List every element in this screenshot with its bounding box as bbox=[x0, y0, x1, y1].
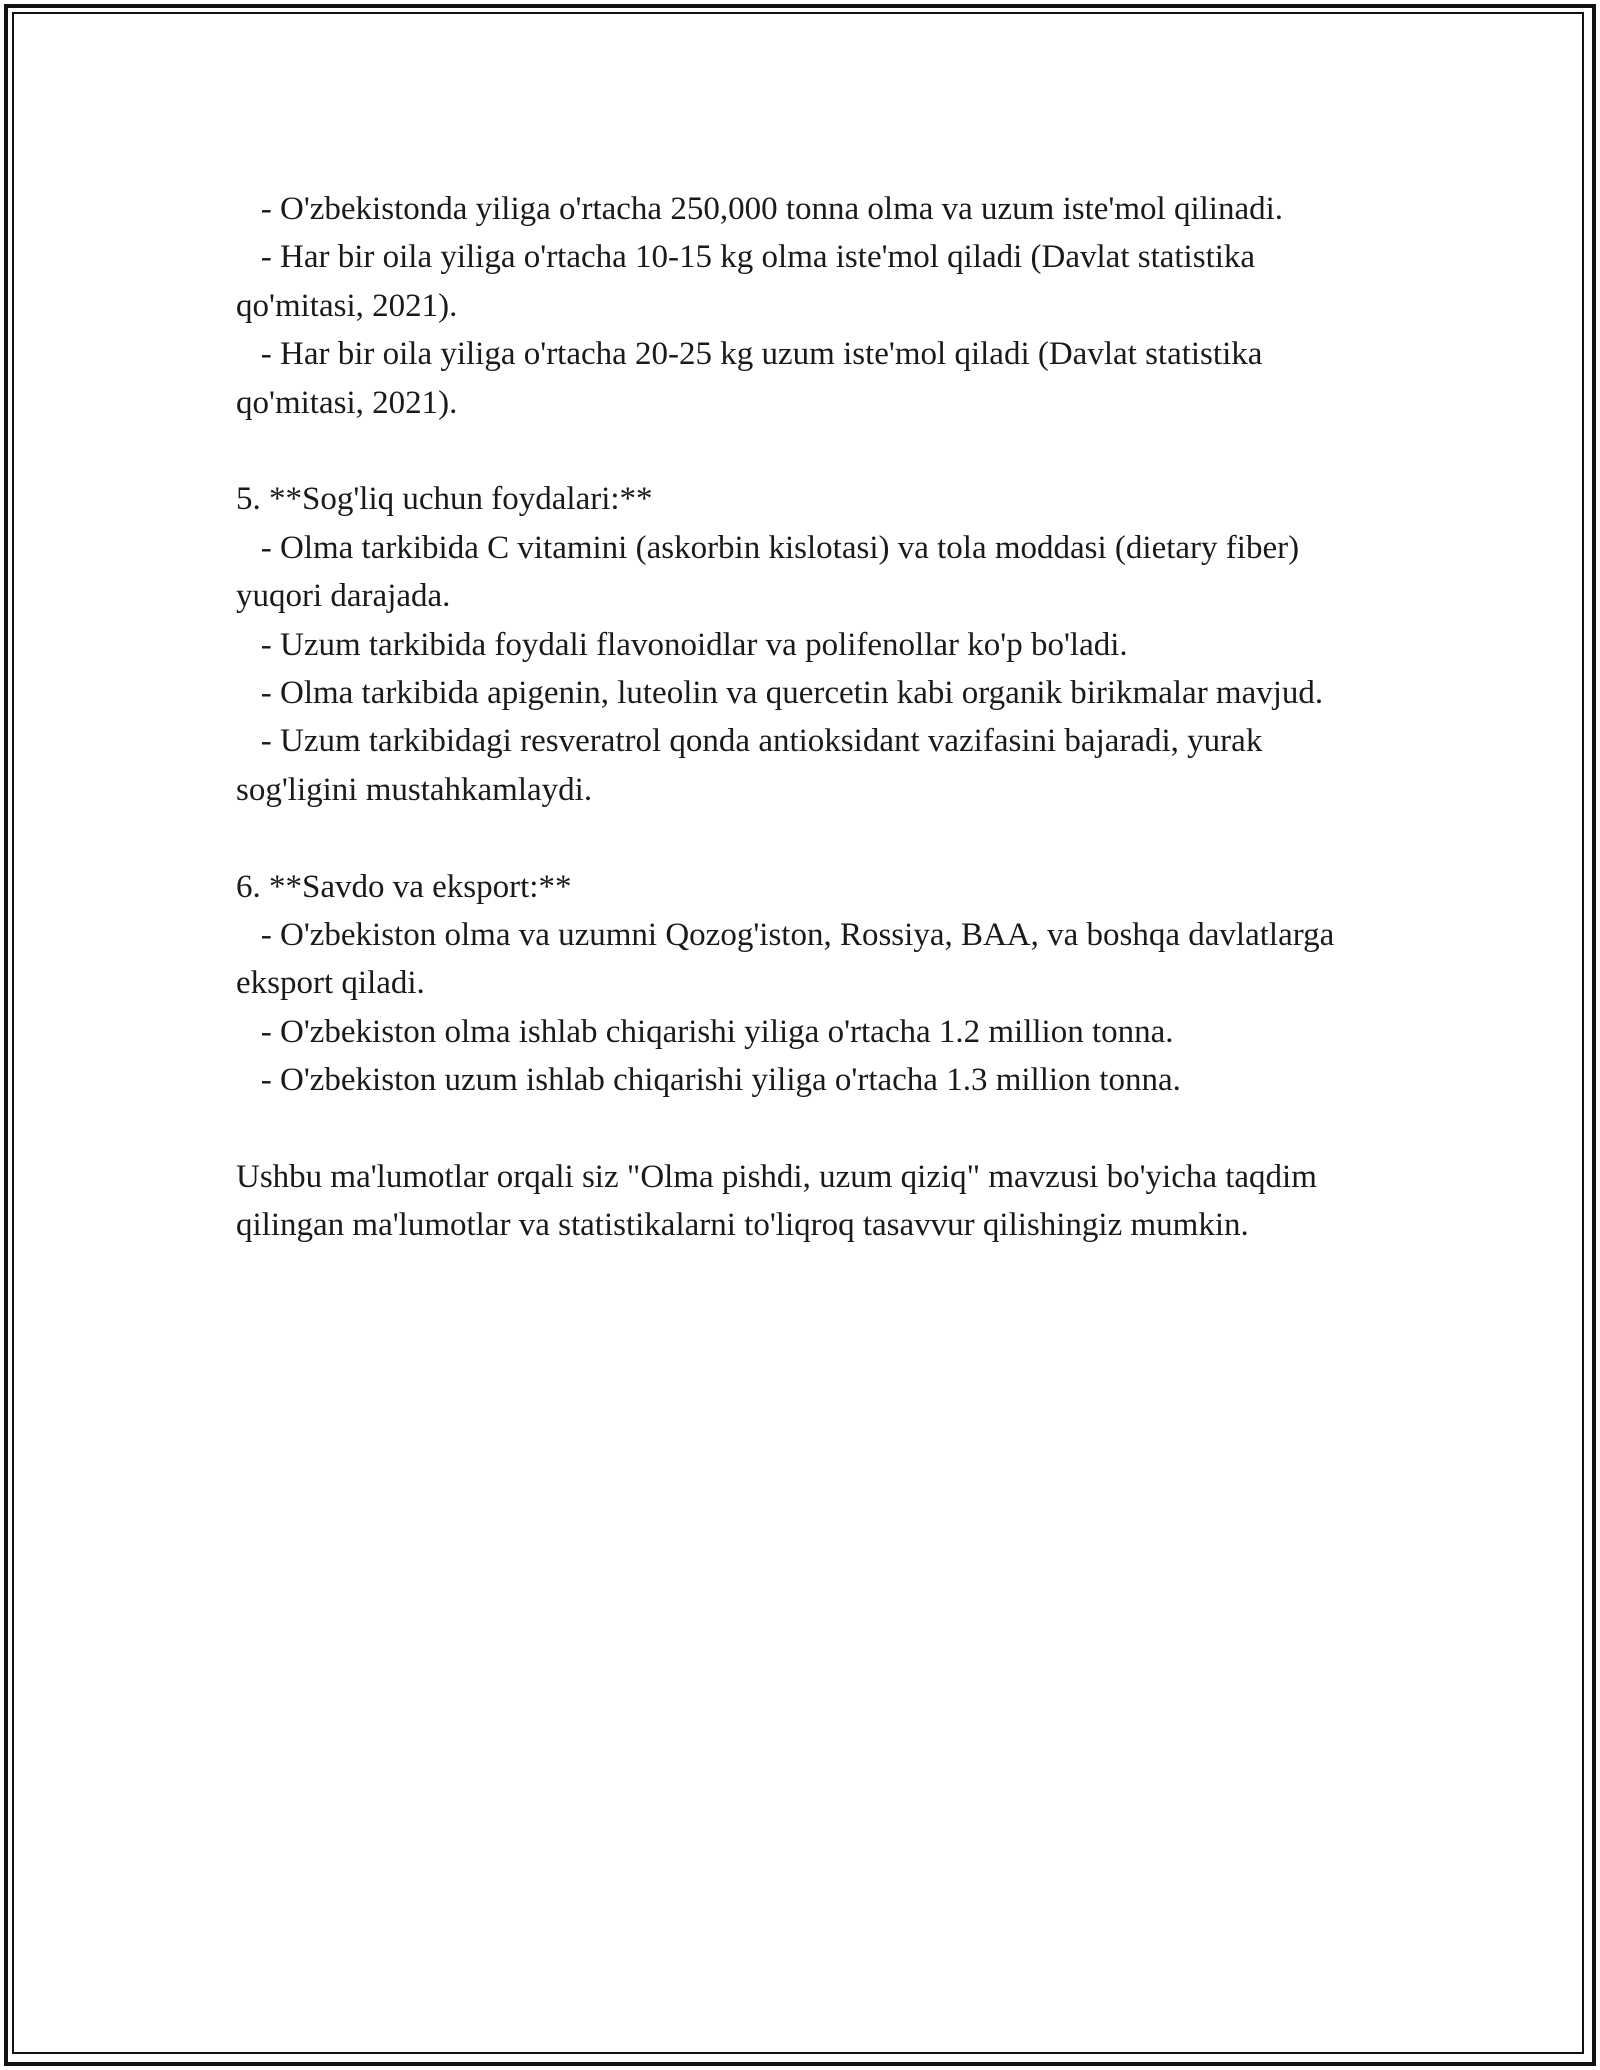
document-body bbox=[236, 185, 1366, 1250]
trade-heading: 6. **Savdo va eksport:** bbox=[236, 868, 572, 905]
paragraph-spacer bbox=[236, 427, 1366, 475]
conclusion-paragraph: Ushbu ma'lumotlar orqali siz "Olma pishdi, uzum qiziq" mavzusi bo'yicha taqdim qilingan ma'lumotlar va statistikalarni to'liqroq tasavvur qilishingiz mumkin. bbox=[236, 1159, 1326, 1244]
health-item-2: - Uzum tarkibida foydali flavonoidlar va polifenollar ko'p bo'ladi. bbox=[236, 626, 1128, 663]
health-item-1: - Olma tarkibida C vitamini (askorbin kislotasi) va tola moddasi (dietary fiber) yuqori darajada. bbox=[236, 529, 1308, 615]
paragraph-spacer bbox=[236, 814, 1366, 862]
trade-item-3: - O'zbekiston uzum ishlab chiqarishi yiliga o'rtacha 1.3 million tonna. bbox=[236, 1062, 1181, 1099]
trade-item-1: - O'zbekiston olma va uzumni Qozog'iston, Rossiya, BAA, va boshqa davlatlarga eksport qiladi. bbox=[236, 917, 1343, 1002]
health-heading: 5. **Sog'liq uchun foydalari:** bbox=[236, 481, 653, 518]
trade-item-2: - O'zbekiston olma ishlab chiqarishi yiliga o'rtacha 1.2 million tonna. bbox=[236, 1013, 1174, 1050]
paragraph-spacer bbox=[236, 1105, 1366, 1153]
health-item-3: - Olma tarkibida apigenin, luteolin va quercetin kabi organik birikmalar mavjud. bbox=[236, 675, 1324, 712]
health-item-4: - Uzum tarkibidagi resveratrol qonda antioksidant vazifasini bajaradi, yurak sog'ligini mustahkamlaydi. bbox=[236, 723, 1271, 808]
consumption-item-2: - Har bir oila yiliga o'rtacha 10-15 kg olma iste'mol qiladi (Davlat statistika qo'mitasi, 2021). bbox=[236, 239, 1264, 324]
consumption-item-3: - Har bir oila yiliga o'rtacha 20-25 kg uzum iste'mol qiladi (Davlat statistika qo'mitasi, 2021). bbox=[236, 336, 1271, 421]
consumption-item-1: - O'zbekistonda yiliga o'rtacha 250,000 tonna olma va uzum iste'mol qilinadi. bbox=[236, 191, 1284, 227]
